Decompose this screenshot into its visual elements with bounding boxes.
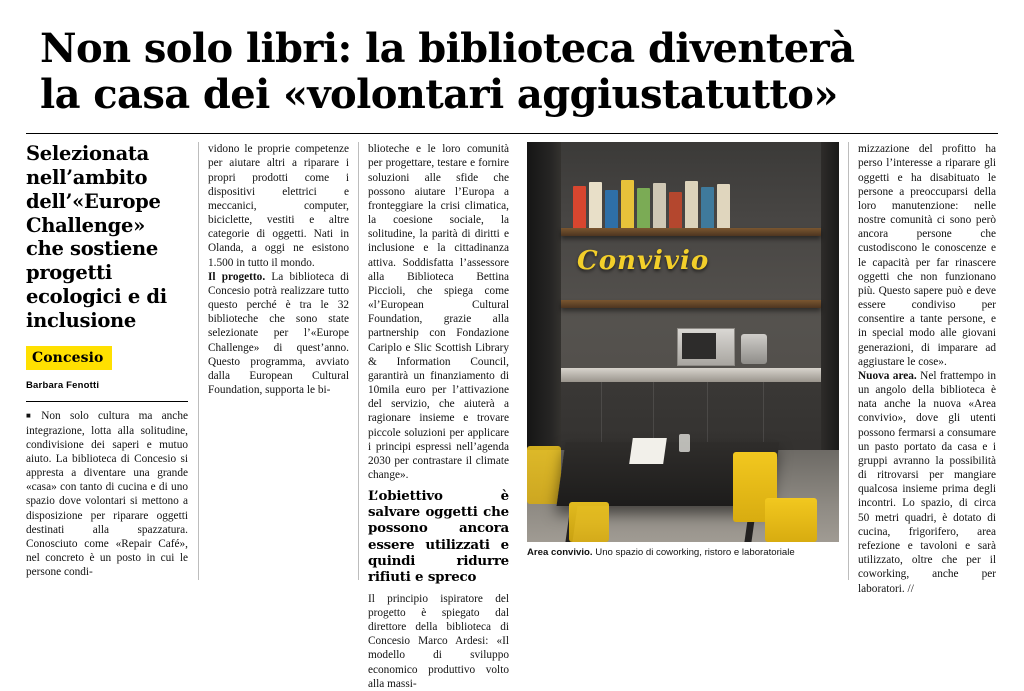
article-photo <box>527 142 839 542</box>
column-1-body <box>26 409 188 579</box>
paragraph-col5-2 <box>858 369 996 596</box>
column-5-body <box>858 142 996 596</box>
book-item <box>637 188 650 228</box>
kicker-wrap <box>26 346 188 370</box>
pull-quote: L’obiettivo è salvare oggetti che possono ancora essere utilizzati e quindi ridurre rifiuti e spreco <box>368 488 509 585</box>
lead-paragraph: ■ Non solo cultura ma anche integrazione, lotta alla solitudine, condivisione dei saperi e mutuo aiuto. La biblioteca di Concesio si appresta a diventare una grande «casa» con tanto di cucina e di uno spazio dove volontari si mettono a disposizione per riparare oggetti destinati alla spazzatura. Conosciuto come «Repair Café», nel concreto è un posto in cui le persone condi- <box>26 409 188 579</box>
page-headline <box>40 26 998 117</box>
book-item <box>573 186 586 228</box>
author-byline: Barbara Fenotti <box>26 380 100 392</box>
paragraph-col5-2-head: Nuova area. <box>858 369 917 382</box>
column-1 <box>26 142 198 580</box>
chair-item <box>569 502 609 542</box>
kettle-appliance <box>741 334 767 364</box>
napkin-item <box>629 438 667 464</box>
photo-caption-bold: Area convivio. <box>527 547 593 559</box>
paragraph-col3-1: blioteche e le loro comunità per progettare, testare e fornire soluzioni alle sfide che possono aiutare l’Europa a fronteggiare la crisi climatica, la coesione sociale, la solitudine, la parità di diritti e inclusione e la cittadinanza attiva. Soddisfatta l’assessore alla Biblioteca Bettina Piccioli, che spiega come «l’European Cultural Foundation, grazie alla partnership con Fondazione Cariplo e Slic Scottish Library & Information Council, garantirà un finanziamento di 10mila euro per l’attivazione del servizio, che aiuterà a ragionare insieme e trovare piccole soluzioni per applicare i principi espressi nell’agenda 2030 per contrastare il climate change». <box>368 143 509 482</box>
byline-divider <box>26 401 188 402</box>
book-item <box>669 192 682 228</box>
glass-item <box>679 434 690 452</box>
column-3-body <box>368 142 509 691</box>
paragraph-col5-2-text: Nel frattempo in un angolo della biblioteca è nata anche la nuova «Area convivio», dove gli utenti possono fermarsi a consumare un pasto portato da casa e i gruppi avranno la possibilità di ritrovarsi per mangiare qualcosa insieme prima degli incontri. Lo spazio, di circa 50 metri quadri, è dotato di cucina, frigorifero, area refezione e tavoloni e sarà utilizzato, oltre che per il coworking, anche per laboratori. // <box>858 369 997 595</box>
microwave-appliance <box>677 328 735 366</box>
headline-line-1: Non solo libri: la biblioteca diventerà <box>40 25 855 72</box>
paragraph-col2-1: vidono le proprie competenze per aiutare altri a riparare i propri prodotti come i dispositivi elettrici e meccanici, computer, biciclette, vestiti e altre categorie di oggetti. Nati in Olanda, a oggi ne esistono 1.500 in tutto il mondo. <box>208 143 349 269</box>
paragraph-col2-2-text: La biblioteca di Concesio potrà realizzare tutto questo perché è tra le 32 biblioteche che sono state selezionate per l’«Europe Challenge» di quest’anno. Questo programma, avviato dalla European Cultural Foundation, supporta le bi- <box>208 270 349 397</box>
book-item <box>685 181 698 228</box>
column-2-body <box>208 142 349 397</box>
column-4-photo <box>518 142 848 580</box>
location-kicker: Concesio <box>26 346 112 370</box>
headline-divider <box>26 133 998 134</box>
chair-item <box>765 498 817 542</box>
convivio-sign: Convivio <box>577 246 710 277</box>
photo-caption-text: Uno spazio di coworking, ristoro e laboratoriale <box>592 547 795 559</box>
book-item <box>701 187 714 228</box>
headline-line-2: la casa dei «volontari aggiustatutto» <box>40 70 838 118</box>
column-3 <box>358 142 518 690</box>
article-columns <box>26 142 998 690</box>
paragraph-col5-1: mizzazione del profitto ha perso l’interesse a riparare gli oggetti e ha disabituato le persone a preoccuparsi della loro manutenzione: nelle nostre comunità ci sono però ancora persone che custodiscono le conoscenze e le capacità per far rinascere oggetti che non funzionano più. Questo sapere può e deve essere condiviso per consentire a tante persone, e in special modo alle giovani generazioni, di imparare ad aggiustare le cose». <box>858 143 996 368</box>
column-5 <box>848 142 997 595</box>
photo-shelf-lower <box>561 300 821 308</box>
paragraph-col2-2-head: Il progetto. <box>208 270 266 283</box>
column-2 <box>198 142 358 580</box>
paragraph-col2-2 <box>208 270 349 398</box>
book-item <box>717 184 730 228</box>
photo-counter <box>561 368 821 382</box>
book-item <box>605 190 618 228</box>
photo-caption <box>527 547 839 559</box>
photo-wrap <box>527 142 839 559</box>
paragraph-col3-2: Il principio ispiratore del progetto è spiegato dal direttore della biblioteca di Concesio Marco Ardesi: «Il modello di sviluppo economico produttivo volto alla massi- <box>368 592 509 690</box>
photo-shelf-upper <box>561 228 821 236</box>
book-item <box>589 182 602 228</box>
chair-item <box>527 446 561 504</box>
article-subhead: Selezionata nell’ambito dell’«Europe Challenge» che sostiene progetti ecologici e di inclusione <box>26 142 167 332</box>
photo-books <box>573 178 730 228</box>
book-item <box>621 180 634 228</box>
book-item <box>653 183 666 228</box>
